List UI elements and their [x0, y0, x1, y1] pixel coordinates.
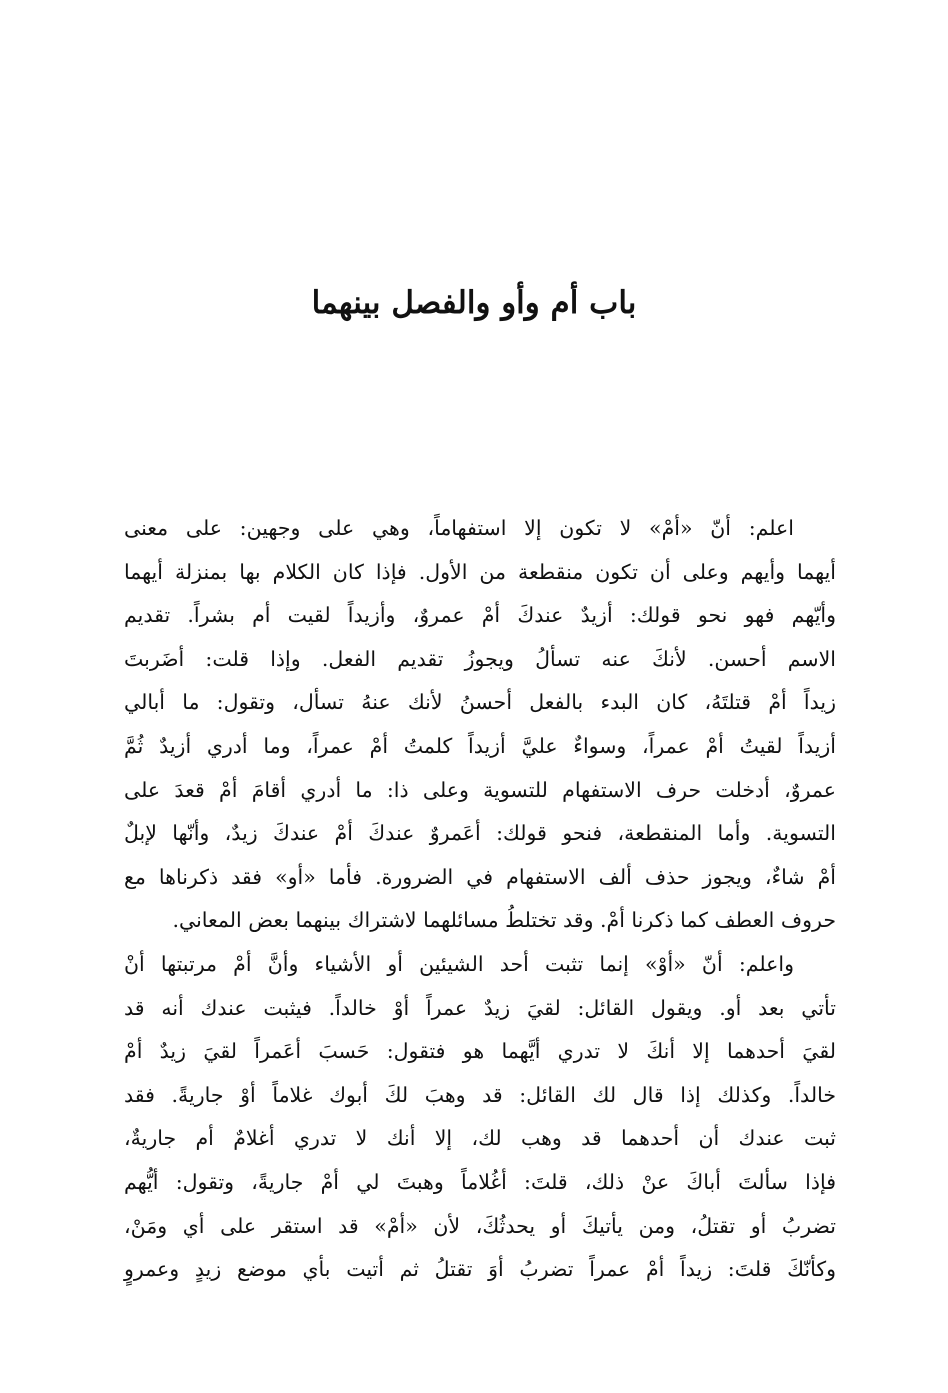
- text-line: ثبت عندك أن أحدهما قد وهب لك، إلا أنك لا تدري أغلامٌ أم جاريةٌ،: [124, 1126, 836, 1151]
- text-line: واعلم: أنّ «أوْ» إنما تثبت أحد الشيئين أو الأشياء وأنَّ أمْ مرتبتها أنْ: [124, 951, 794, 976]
- text-line: زيداً أمْ قتلتَهُ، كان البدء بالفعل أحسنُ لأنك عنهُ تسأل، وتقول: ما أبالي: [124, 690, 836, 715]
- text-line: وكأنّكَ قلتَ: زيداً أمْ عمراً تضربُ أوَ تقتلُ ثم أتيت بأي موضع زيدٍ وعمروٍ: [124, 1257, 836, 1282]
- text-line: عمروٌ، أدخلت حرف الاستفهام للتسوية وعلى ذا: ما أدري أقامَ أمْ قعدَ على: [124, 777, 836, 802]
- text-line: تضربُ أو تقتلُ، ومن يأتيكَ أو يحدثُكَ، لأن «أمْ» قد استقر على أي ومَنْ،: [124, 1213, 836, 1238]
- text-line: أيهما وأيهم وعلى أن تكون منقطعة من الأول. فإذا كان الكلام بها بمنزلة أيهما: [124, 559, 836, 584]
- chapter-title: باب أم وأو والفصل بينهما: [311, 285, 637, 321]
- text-line: تأتي بعد أو. ويقول القائل: لقيَ زيدٌ عمراً أوْ خالداً. فيثبت عندك أنه قد: [124, 995, 837, 1020]
- text-line: فإذا سألتَ أباكَ عنْ ذلك، قلتَ: أغُلاماً وهبتَ لي أمْ جاريةً، وتقول: أيُّهم: [124, 1169, 836, 1194]
- text-line: اعلم: أنّ «أمْ» لا تكون إلا استفهاماً، وهي على وجهين: على معنى: [124, 516, 794, 540]
- text-line: لقيَ أحدهما إلا أنكَ لا تدري أيَّهما هو فتقول: حَسبَ أعَمراً لقيَ زيدٌ أمْ: [124, 1039, 836, 1064]
- text-line: وأيّهم فهو نحو قولك: أزيدٌ عندكَ أمْ عمروٌ، وأزيداً لقيت أم بشراً. تقديم: [124, 603, 836, 628]
- text-line: الاسم أحسن. لأنكَ عنه تسألُ ويجوزُ تقديم الفعل. وإذا قلت: أضَربتَ: [124, 646, 836, 671]
- text-line: خالداً. وكذلك إذا قال لك القائل: قد وهبَ لكَ أبوك غلاماً أوْ جاريةً. فقد: [124, 1082, 836, 1107]
- text-line: أزيداً لقيتُ أمْ عمراً، وسواءٌ عليَّ أزيداً كلمتُ أمْ عمراً، وما أدري أزيدٌ ثُمَّ: [124, 733, 836, 758]
- text-line: حروف العطف كما ذكرنا أمْ. وقد تختلطُ مسائلهما لاشتراك بينهما بعض المعاني.: [172, 908, 836, 933]
- body-text: [124, 507, 836, 1292]
- text-line: أمْ شاءٌ، ويجوز حذف ألف الاستفهام في الضرورة. فأما «أو» فقد ذكرناها مع: [124, 864, 836, 889]
- text-line: التسوية. وأما المنقطعة، فنحو قولك: أعَمروٌ عندكَ أمْ عندكَ زيدٌ، وأنّها لإبلٌ: [124, 821, 836, 846]
